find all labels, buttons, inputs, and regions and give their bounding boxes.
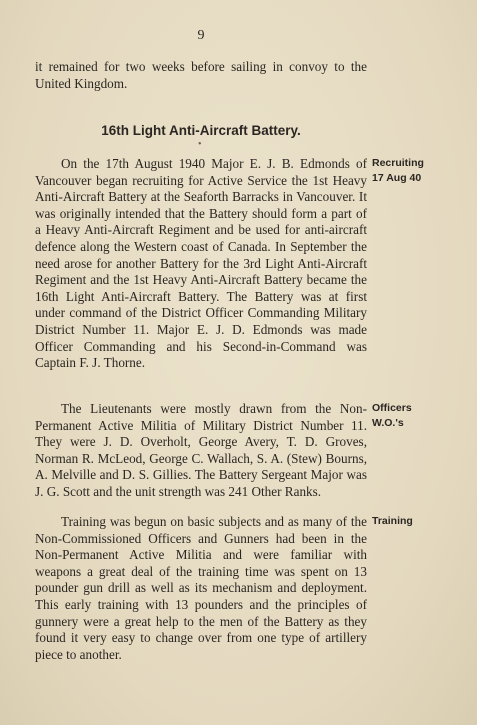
margin-note-officers xyxy=(372,401,472,431)
margin-note-line: Training xyxy=(372,515,413,527)
margin-note-line: Officers xyxy=(372,402,412,414)
paragraph-officers xyxy=(35,401,367,501)
heading-ornament: • xyxy=(198,139,202,150)
intro-paragraph xyxy=(35,59,367,92)
paragraph-training xyxy=(35,514,367,663)
margin-note-line: Recruiting xyxy=(372,157,424,169)
page-number: 9 xyxy=(197,28,205,43)
margin-note-training xyxy=(372,514,472,529)
intro-text: it remained for two weeks before sailing in convoy to the United Kingdom. xyxy=(35,59,367,91)
paragraph-recruiting xyxy=(35,156,367,372)
paragraph-text: The Lieutenants were mostly drawn from the Non-Permanent Active Militia of Military District Number 11. They were J. D. Overholt, George Avery, T. D. Groves, Norman R. McLeod, George C. Wallach, S. A. (Stew) Bourns, A. Melville and D. S. Gillies. The Battery Sergeant Major was J. G. Scott and the unit strength was 241 Other Ranks. xyxy=(35,401,367,499)
paragraph-text: On the 17th August 1940 Major E. J. B. Edmonds of Vancouver began recruiting for Active Service the 1st Heavy Anti-Aircraft Battery at the Seaforth Barracks in Vancouver. It was originally intended that the Battery should form a part of a Heavy Anti-Aircraft Regiment and be used for anti-aircraft defence along the Western coast of Canada. In September the need arose for another Battery for the 3rd Light Anti-Aircraft Regiment and the 1st Heavy Anti-Aircraft Battery became the 16th Light Anti-Aircraft Battery. The Battery was at first under command of the District Officer Commanding Military District Number 11. Major E. J. D. Edmonds was made Officer Commanding and his Second-in-Command was Captain F. J. Thorne. xyxy=(35,156,367,371)
margin-note-recruiting xyxy=(372,156,472,186)
margin-note-line: W.O.'s xyxy=(372,417,404,429)
margin-note-line: 17 Aug 40 xyxy=(372,172,422,184)
paragraph-text: Training was begun on basic subjects and as many of the Non-Commissioned Officers and Gunners had been in the Non-Permanent Active Militia and were familiar with weapons a great deal of the training time was spent on 13 pounder gun drill as well as its mechanism and deployment. This early training with 13 pounders and the principles of gunnery were a great help to the men of the Battery as they found it very easy to change over from one type of artillery piece to another. xyxy=(35,514,367,662)
section-heading: 16th Light Anti-Aircraft Battery. xyxy=(101,123,301,138)
